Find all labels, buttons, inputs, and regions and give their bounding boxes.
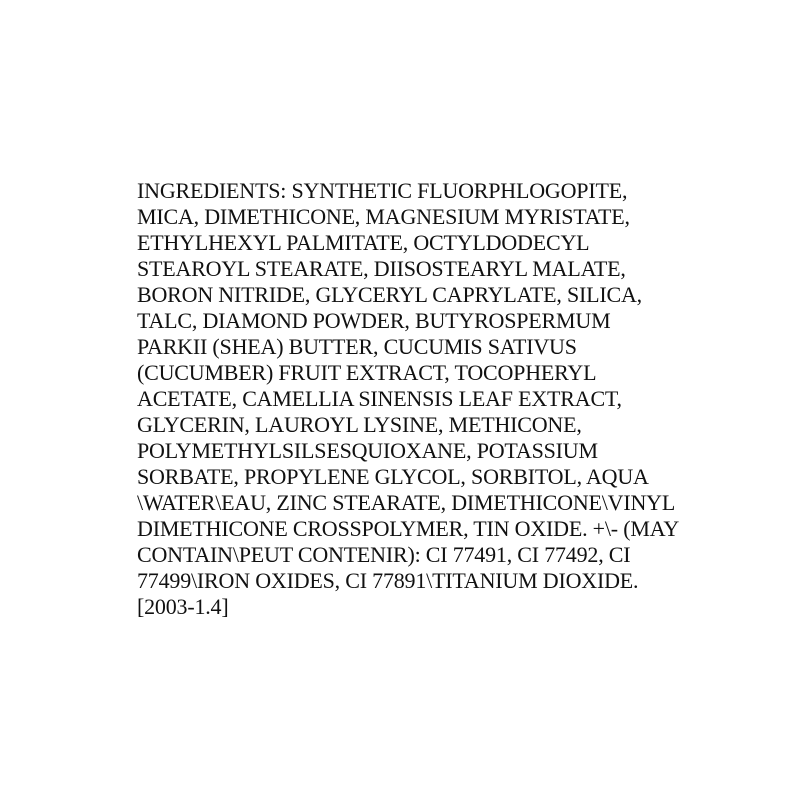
- ingredients-line-14: DIMETHICONE CROSSPOLYMER, TIN OXIDE. +\- (MAY: [137, 516, 680, 541]
- ingredients-line-6: TALC, DIAMOND POWDER, BUTYROSPERMUM: [137, 308, 611, 333]
- ingredients-line-10: GLYCERIN, LAUROYL LYSINE, METHICONE,: [137, 412, 582, 437]
- ingredients-line-16: 77499\IRON OXIDES, CI 77891\TITANIUM DIOXIDE.: [137, 568, 639, 593]
- ingredients-line-17: [2003-1.4]: [137, 594, 229, 619]
- ingredients-line-2: MICA, DIMETHICONE, MAGNESIUM MYRISTATE,: [137, 204, 630, 229]
- ingredients-line-15: CONTAIN\PEUT CONTENIR): CI 77491, CI 77492, CI: [137, 542, 631, 567]
- ingredients-line-11: POLYMETHYLSILSESQUIOXANE, POTASSIUM: [137, 438, 598, 463]
- ingredients-line-13: \WATER\EAU, ZINC STEARATE, DIMETHICONE\VINYL: [137, 490, 676, 515]
- ingredients-line-12: SORBATE, PROPYLENE GLYCOL, SORBITOL, AQUA: [137, 464, 649, 489]
- ingredients-line-5: BORON NITRIDE, GLYCERYL CAPRYLATE, SILICA,: [137, 282, 642, 307]
- ingredients-line-7: PARKII (SHEA) BUTTER, CUCUMIS SATIVUS: [137, 334, 577, 359]
- ingredients-line-1: INGREDIENTS: SYNTHETIC FLUORPHLOGOPITE,: [137, 178, 628, 203]
- ingredients-line-8: (CUCUMBER) FRUIT EXTRACT, TOCOPHERYL: [137, 360, 597, 385]
- ingredients-line-4: STEAROYL STEARATE, DIISOSTEARYL MALATE,: [137, 256, 626, 281]
- ingredients-line-3: ETHYLHEXYL PALMITATE, OCTYLDODECYL: [137, 230, 590, 255]
- ingredients-text: [137, 178, 777, 620]
- ingredients-line-9: ACETATE, CAMELLIA SINENSIS LEAF EXTRACT,: [137, 386, 622, 411]
